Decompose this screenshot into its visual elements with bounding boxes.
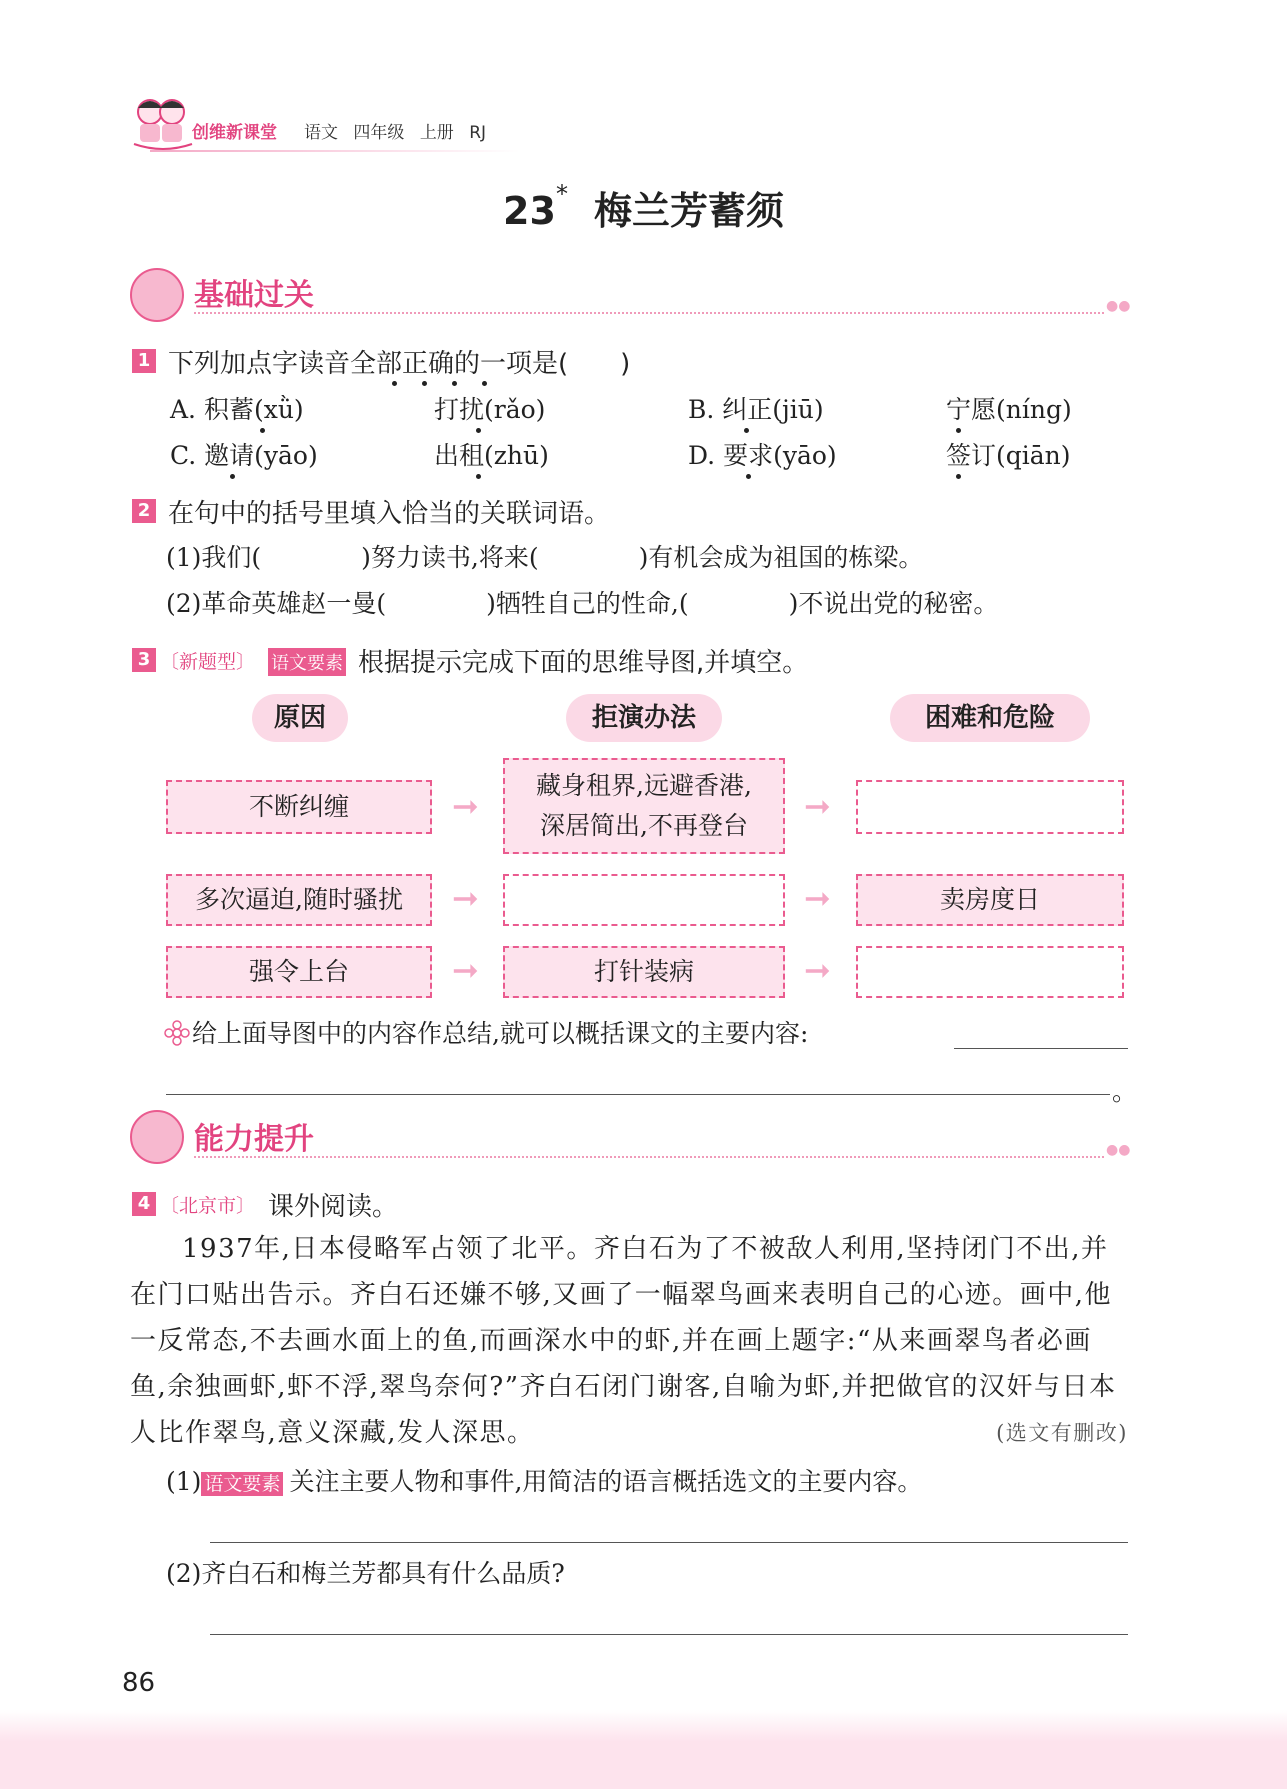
- mindmap-cause-1: 不断纠缠: [166, 780, 432, 834]
- question-tag-new: 〔新题型〕: [160, 651, 256, 673]
- arrow-icon: ➞: [804, 787, 831, 825]
- question-tag-element: 语文要素: [268, 648, 346, 676]
- option-d-word2: 签订(qiān): [946, 441, 1071, 470]
- emphasis-dot: [422, 381, 427, 386]
- option-label: A.: [170, 395, 197, 424]
- volume: 上册: [419, 123, 454, 143]
- question-number-badge: 1: [132, 349, 156, 373]
- subject: 语文: [304, 123, 338, 143]
- emphasis-dot: [476, 428, 481, 433]
- grade: 四年级: [353, 123, 405, 143]
- option-word: 邀请(yāo): [204, 441, 318, 470]
- sub-question-number: (1): [166, 1467, 202, 1496]
- option-a[interactable]: [170, 390, 304, 426]
- emphasis-dot: [746, 474, 751, 479]
- section-title-basic: 基础过关: [194, 278, 314, 313]
- option-word: 要求(yāo): [723, 441, 837, 470]
- mindmap-risk-3-blank[interactable]: [856, 946, 1124, 998]
- footer-band: [0, 1710, 1287, 1789]
- end-mark: 。: [1112, 1077, 1138, 1106]
- question-prompt: 根据提示完成下面的思维导图,并填空。: [358, 648, 809, 678]
- section-divider: [194, 312, 1104, 314]
- mindmap-cause-3: 强令上台: [166, 946, 432, 998]
- sub-question-1: [166, 1462, 922, 1498]
- mindmap-method-1: [503, 758, 785, 854]
- mindmap-method-1-line: 藏身租界,远避香港,: [536, 771, 752, 800]
- section-dots-icon: ●●: [1106, 298, 1131, 314]
- mindmap-cause-2: 多次逼迫,随时骚扰: [166, 874, 432, 926]
- summary-prompt: 给上面导图中的内容作总结,就可以概括课文的主要内容:: [192, 1019, 809, 1048]
- section-mascot-icon: [130, 268, 184, 322]
- arrow-icon: ➞: [452, 951, 479, 989]
- question-number-badge: 4: [132, 1192, 156, 1216]
- mindmap-risk-2: 卖房度日: [856, 874, 1124, 926]
- option-label: B.: [688, 395, 715, 424]
- mindmap-method-2-blank[interactable]: [503, 874, 785, 926]
- summary-answer-line-2[interactable]: [166, 1094, 1110, 1095]
- lesson-number: 23: [503, 189, 556, 233]
- mascot-logo-icon: [128, 92, 198, 156]
- reading-passage: [130, 1226, 1128, 1456]
- mindmap-header-method: 拒演办法: [566, 694, 722, 742]
- arrow-icon: ➞: [804, 879, 831, 917]
- sub-question-text: 关注主要人物和事件,用简洁的语言概括选文的主要内容。: [289, 1467, 923, 1496]
- option-word: 纠正(jiū): [722, 395, 824, 424]
- emphasis-dot: [956, 428, 961, 433]
- summary-answer-line[interactable]: [954, 1048, 1128, 1049]
- answer-line-1[interactable]: [210, 1542, 1128, 1543]
- book-info: [304, 118, 496, 143]
- mindmap-header-cause: 原因: [252, 694, 348, 742]
- header-divider: [150, 150, 520, 152]
- lesson-title: [0, 180, 1287, 235]
- option-c[interactable]: [170, 436, 318, 472]
- question-number-badge: 3: [132, 648, 156, 672]
- section-divider: [194, 1156, 1104, 1158]
- emphasis-dot: [476, 474, 481, 479]
- emphasis-dot: [392, 381, 397, 386]
- flower-icon: [164, 1020, 190, 1050]
- option-d[interactable]: [688, 436, 837, 472]
- lesson-mark: *: [555, 180, 568, 208]
- section-dots-icon: ●●: [1106, 1142, 1131, 1158]
- edition: RJ: [469, 123, 487, 143]
- mindmap-risk-1-blank[interactable]: [856, 780, 1124, 834]
- option-b[interactable]: [688, 390, 824, 426]
- sub-question-tag: 语文要素: [201, 1472, 283, 1496]
- arrow-icon: ➞: [452, 879, 479, 917]
- emphasis-dot: [230, 474, 235, 479]
- lesson-name: 梅兰芳蓄须: [593, 189, 784, 233]
- question-tag-region: 〔北京市〕: [160, 1195, 256, 1217]
- mindmap-method-3: 打针装病: [503, 946, 785, 998]
- arrow-icon: ➞: [804, 951, 831, 989]
- sentence-2[interactable]: (2)革命英雄赵一曼( )牺牲自己的性命,( )不说出党的秘密。: [166, 589, 999, 618]
- question-number-badge: 2: [132, 499, 156, 523]
- option-label: D.: [688, 441, 716, 470]
- source-note: (选文有删改): [996, 1421, 1128, 1445]
- emphasis-dot: [956, 474, 961, 479]
- section-title-advanced: 能力提升: [194, 1122, 314, 1157]
- option-b-word2: 宁愿(níng): [946, 395, 1072, 424]
- question-prompt: 在句中的括号里填入恰当的关联词语。: [168, 499, 611, 529]
- sub-question-2: (2)齐白石和梅兰芳都具有什么品质?: [166, 1559, 565, 1588]
- mindmap-header-risk: 困难和危险: [890, 694, 1090, 742]
- mindmap-method-1-line: 深居简出,不再登台: [540, 811, 748, 840]
- arrow-icon: ➞: [452, 787, 479, 825]
- option-word: 积蓄(xǜ): [203, 395, 304, 424]
- page-number: 86: [122, 1668, 156, 1698]
- brand-name: 创维新课堂: [192, 123, 277, 143]
- emphasis-dot: [260, 428, 265, 433]
- emphasis-dot: [452, 381, 457, 386]
- passage-text: 1937年,日本侵略军占领了北平。齐白石为了不被敌人利用,坚持闭门不出,并在门口贴出告示。齐白石还嫌不够,又画了一幅翠鸟画来表明自己的心迹。画中,他一反常态,不去画水面上的鱼,而画深水中的虾,并在画上题字:“从来画翠鸟者必画鱼,余独画虾,虾不浮,翠鸟奈何?”齐白石闭门谢客,自喻为虾,并把做官的汉奸与日本人比作翠鸟,意义深藏,发人深思。: [130, 1234, 1117, 1448]
- sentence-1[interactable]: (1)我们( )努力读书,将来( )有机会成为祖国的栋梁。: [166, 543, 924, 572]
- option-a-word2: 打扰(rǎo): [434, 395, 546, 424]
- emphasis-dot: [482, 381, 487, 386]
- option-c-word2: 出租(zhū): [434, 441, 549, 470]
- answer-line-2[interactable]: [210, 1634, 1128, 1635]
- emphasis-dot: [744, 428, 749, 433]
- option-label: C.: [170, 441, 197, 470]
- section-mascot-icon: [130, 1110, 184, 1164]
- question-prompt: 课外阅读。: [268, 1192, 399, 1222]
- question-prompt: 下列加点字读音全部正确的一项是( ): [168, 349, 631, 379]
